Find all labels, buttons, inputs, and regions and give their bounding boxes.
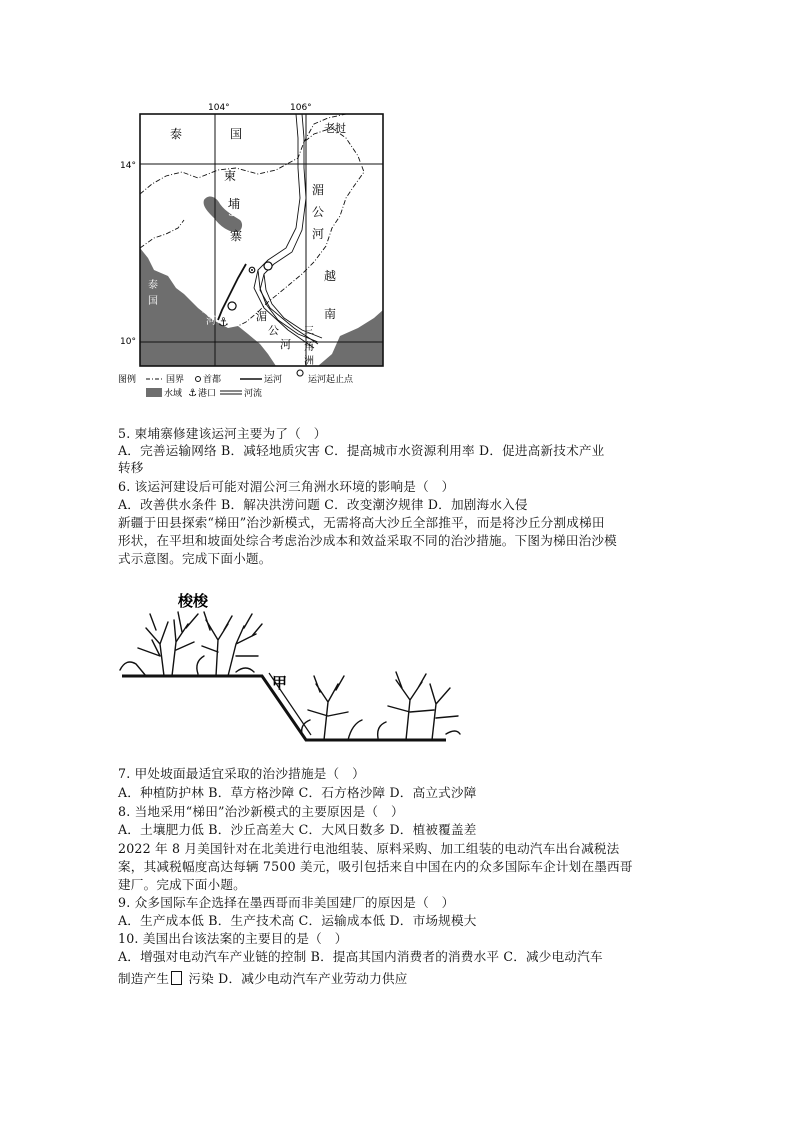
terrace-sand-control-diagram xyxy=(116,584,466,754)
saxaul-shrubs-lower xyxy=(302,672,460,740)
legend-port: 港口 xyxy=(198,389,217,398)
thai-border-west xyxy=(140,220,184,248)
question-7: 7. 甲处坡面最适宜采取的治沙措施是（ ） xyxy=(118,766,365,781)
question-10-options-cont-b: 污染 D．减少电动汽车产业劳动力供应 xyxy=(184,971,408,986)
label-delta-1: 三 xyxy=(304,326,314,337)
legend-river: 河流 xyxy=(244,389,263,398)
canal-end-point xyxy=(228,302,236,310)
legend-canal: 运河 xyxy=(264,375,283,385)
missing-glyph-box xyxy=(171,971,182,985)
question-9-options: A．生产成本低 B．生产技术高 C．运输成本低 D．市场规模大 xyxy=(118,913,477,928)
port-icon: ⚓ xyxy=(218,315,229,329)
lat-14-label: 14° xyxy=(120,161,136,171)
label-cambodia-3: 寨 xyxy=(230,229,243,243)
passage-ev-3: 建厂。完成下面小题。 xyxy=(118,877,246,892)
question-6-options: A．改善供水条件 B．解决洪涝问题 C．改变潮汐规律 D．加剧海水入侵 xyxy=(118,497,528,512)
question-10-options-cont-a: 制造产生 xyxy=(118,971,170,986)
label-thailand-left-1: 泰 xyxy=(148,280,158,291)
legend-border: 国界 xyxy=(166,375,185,385)
legend-canal-point: 运河起止点 xyxy=(308,375,354,385)
label-mekong-1: 湄 xyxy=(312,183,325,197)
label-mekong-lower-3: 河 xyxy=(280,338,291,351)
legend-water: 水域 xyxy=(164,389,183,398)
lon-106-label: 106° xyxy=(290,103,312,113)
passage-desert-2: 形状，在平坦和坡面处综合考虑治沙成本和效益采取不同的治沙措施。下图为梯田治沙模 xyxy=(118,533,617,548)
question-5-options-cont: 转移 xyxy=(118,460,144,475)
canal-route xyxy=(218,264,246,320)
question-5: 5. 柬埔寨修建该运河主要为了（ ） xyxy=(118,426,327,441)
passage-desert-1: 新疆于田县探索“梯田”治沙新模式，无需将高大沙丘全部推平，而是将沙丘分割成梯田 xyxy=(118,515,605,530)
lon-104-label: 104° xyxy=(208,103,230,113)
question-7-options: A．种植防护林 B．草方格沙障 C．石方格沙障 D．高立式沙障 xyxy=(118,785,477,800)
label-delta-2: 角 xyxy=(304,342,314,353)
label-cambodia-2: 埔 xyxy=(228,197,241,211)
label-canal-1: 运 xyxy=(202,304,212,315)
label-cambodia-1: 柬 xyxy=(224,169,237,183)
passage-ev-1: 2022 年 8 月美国针对在北美进行电池组装、原料采购、加工组装的电动汽车出台减税法 xyxy=(118,841,620,856)
label-thailand-2: 国 xyxy=(230,127,243,141)
label-jia: 甲 xyxy=(272,674,288,692)
passage-desert-3: 式示意图。完成下面小题。 xyxy=(118,551,272,566)
label-thailand-left-2: 国 xyxy=(148,296,158,307)
question-8: 8. 当地采用“梯田”治沙新模式的主要原因是（ ） xyxy=(118,804,404,819)
legend-title: 图例 xyxy=(118,375,137,385)
question-8-options: A．土壤肥力低 B．沙丘高差大 C．大风日数多 D．植被覆盖差 xyxy=(118,822,477,837)
label-mekong-2: 公 xyxy=(312,205,325,219)
question-9: 9. 众多国际车企选择在墨西哥而非美国建厂的原因是（ ） xyxy=(118,895,455,910)
lake-port-icon: ⚓ xyxy=(228,209,237,219)
map-legend xyxy=(118,370,354,398)
label-saxaul: 梭梭 xyxy=(178,592,209,610)
question-10: 10. 美国出台该法案的主要目的是（ ） xyxy=(118,931,348,946)
question-10-options-cont xyxy=(118,970,408,987)
label-mekong-lower-1: 湄 xyxy=(256,310,267,323)
label-vietnam-2: 南 xyxy=(324,307,337,321)
question-5-options: A．完善运输网络 B．减轻地质灾害 C．提高城市水资源利用率 D．促进高新技术产业 xyxy=(118,443,605,458)
legend-capital: 首都 xyxy=(203,375,222,385)
label-canal-2: 河 xyxy=(206,316,216,327)
passage-ev-2: 案，其减税幅度高达每辆 7500 美元，吸引包括来自中国在内的众多国际车企计划在墨西哥 xyxy=(118,859,633,874)
label-mekong-lower-2: 公 xyxy=(268,324,279,337)
question-6: 6. 该运河建设后可能对湄公河三角洲水环境的影响是（ ） xyxy=(118,479,455,494)
lat-10-label: 10° xyxy=(120,337,136,347)
label-thailand: 泰 xyxy=(170,127,183,141)
svg-text:⚓: ⚓ xyxy=(188,388,197,398)
canal-start-point xyxy=(264,262,272,270)
question-10-options: A．增强对电动汽车产业链的控制 B．提高其国内消费者的消费水平 C．减少电动汽车 xyxy=(118,949,603,964)
label-laos: 老挝 xyxy=(324,122,346,135)
label-delta-3: 洲 xyxy=(304,356,314,367)
label-vietnam-1: 越 xyxy=(324,269,337,283)
label-mekong-3: 河 xyxy=(312,227,325,241)
saxaul-shrubs-upper xyxy=(120,612,262,676)
cambodia-canal-map xyxy=(118,98,393,398)
